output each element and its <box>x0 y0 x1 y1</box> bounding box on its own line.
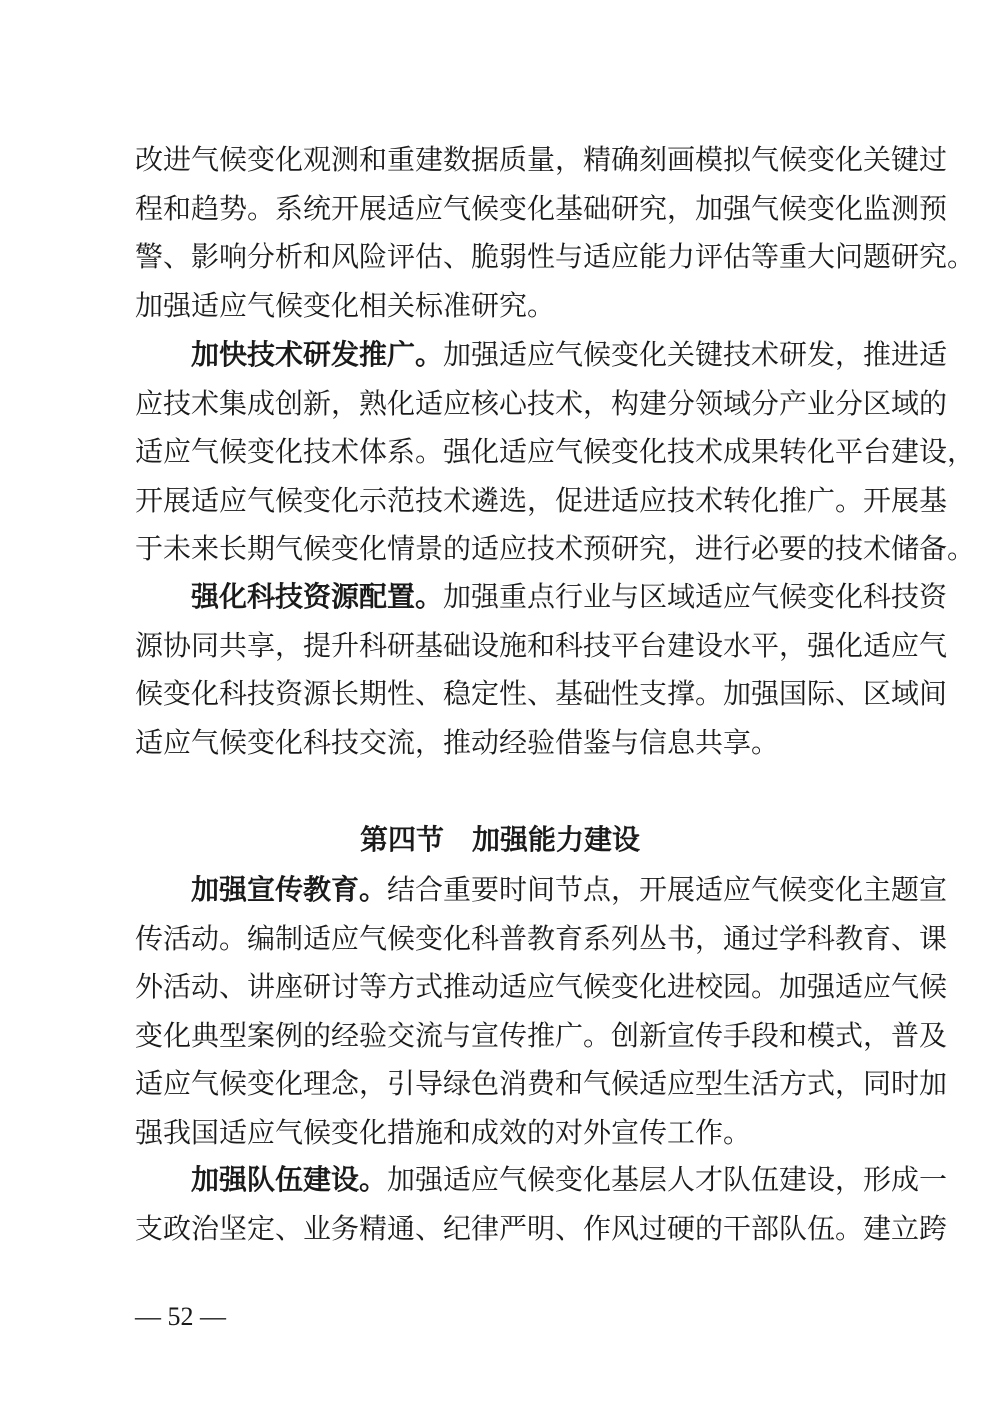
text-line-rest: 结合重要时间节点，开展适应气候变化主题宣 <box>387 873 948 906</box>
text-line: 加强适应气候变化相关标准研究。 <box>135 288 556 322</box>
text-line: 支政治坚定、业务精通、纪律严明、作风过硬的干部队伍。建立跨 <box>135 1211 948 1245</box>
text-line: 开展适应气候变化示范技术遴选，促进适应技术转化推广。开展基 <box>135 483 948 517</box>
page-number: — 52 — <box>135 1302 226 1331</box>
text-line <box>135 573 948 622</box>
text-line: 强我国适应气候变化措施和成效的对外宣传工作。 <box>135 1115 752 1149</box>
section-heading: 第四节 加强能力建设 <box>359 823 640 856</box>
text-line <box>135 331 948 380</box>
text-line: 变化典型案例的经验交流与宣传推广。创新宣传手段和模式，普及 <box>135 1018 948 1052</box>
text-line: 源协同共享，提升科研基础设施和科技平台建设水平，强化适应气 <box>135 628 948 662</box>
text-line: 传活动。编制适应气候变化科普教育系列丛书，通过学科教育、课 <box>135 921 948 955</box>
text-line: 适应气候变化技术体系。强化适应气候变化技术成果转化平台建设， <box>135 435 976 468</box>
paragraph-resource-allocation <box>135 573 948 767</box>
paragraph-tech-promotion <box>135 331 976 574</box>
text-line-rest: 加强适应气候变化关键技术研发，推进适 <box>443 338 948 371</box>
text-line: 改进气候变化观测和重建数据质量，精确刻画模拟气候变化关键过 <box>135 143 948 176</box>
text-line: 适应气候变化理念，引导绿色消费和气候适应型生活方式，同时加 <box>135 1067 948 1100</box>
paragraph-lead: 加快技术研发推广。 <box>191 338 444 371</box>
paragraph-lead: 加强队伍建设。 <box>191 1163 388 1196</box>
text-line: 警、影响分析和风险评估、脆弱性与适应能力评估等重大问题研究。 <box>135 240 976 273</box>
text-line: 于未来长期气候变化情景的适应技术预研究，进行必要的技术储备。 <box>135 532 976 565</box>
paragraph-lead: 加强宣传教育。 <box>191 873 388 906</box>
text-line-rest: 加强重点行业与区域适应气候变化科技资 <box>443 580 948 613</box>
paragraph-team-building <box>135 1156 948 1253</box>
text-line-rest: 加强适应气候变化基层人才队伍建设，形成一 <box>387 1163 948 1196</box>
text-line: 适应气候变化科技交流，推动经验借鉴与信息共享。 <box>135 725 780 759</box>
paragraph-publicity-education <box>135 866 948 1157</box>
text-line <box>135 1156 948 1205</box>
text-line: 外活动、讲座研讨等方式推动适应气候变化进校园。加强适应气候 <box>135 970 948 1003</box>
paragraph-lead: 强化科技资源配置。 <box>191 580 444 613</box>
text-line <box>135 866 948 915</box>
text-line: 应技术集成创新，熟化适应核心技术，构建分领域分产业分区域的 <box>135 386 948 420</box>
text-line: 候变化科技资源长期性、稳定性、基础性支撑。加强国际、区域间 <box>135 677 948 710</box>
paragraph-research <box>135 136 976 330</box>
text-line: 程和趋势。系统开展适应气候变化基础研究，加强气候变化监测预 <box>135 191 948 225</box>
